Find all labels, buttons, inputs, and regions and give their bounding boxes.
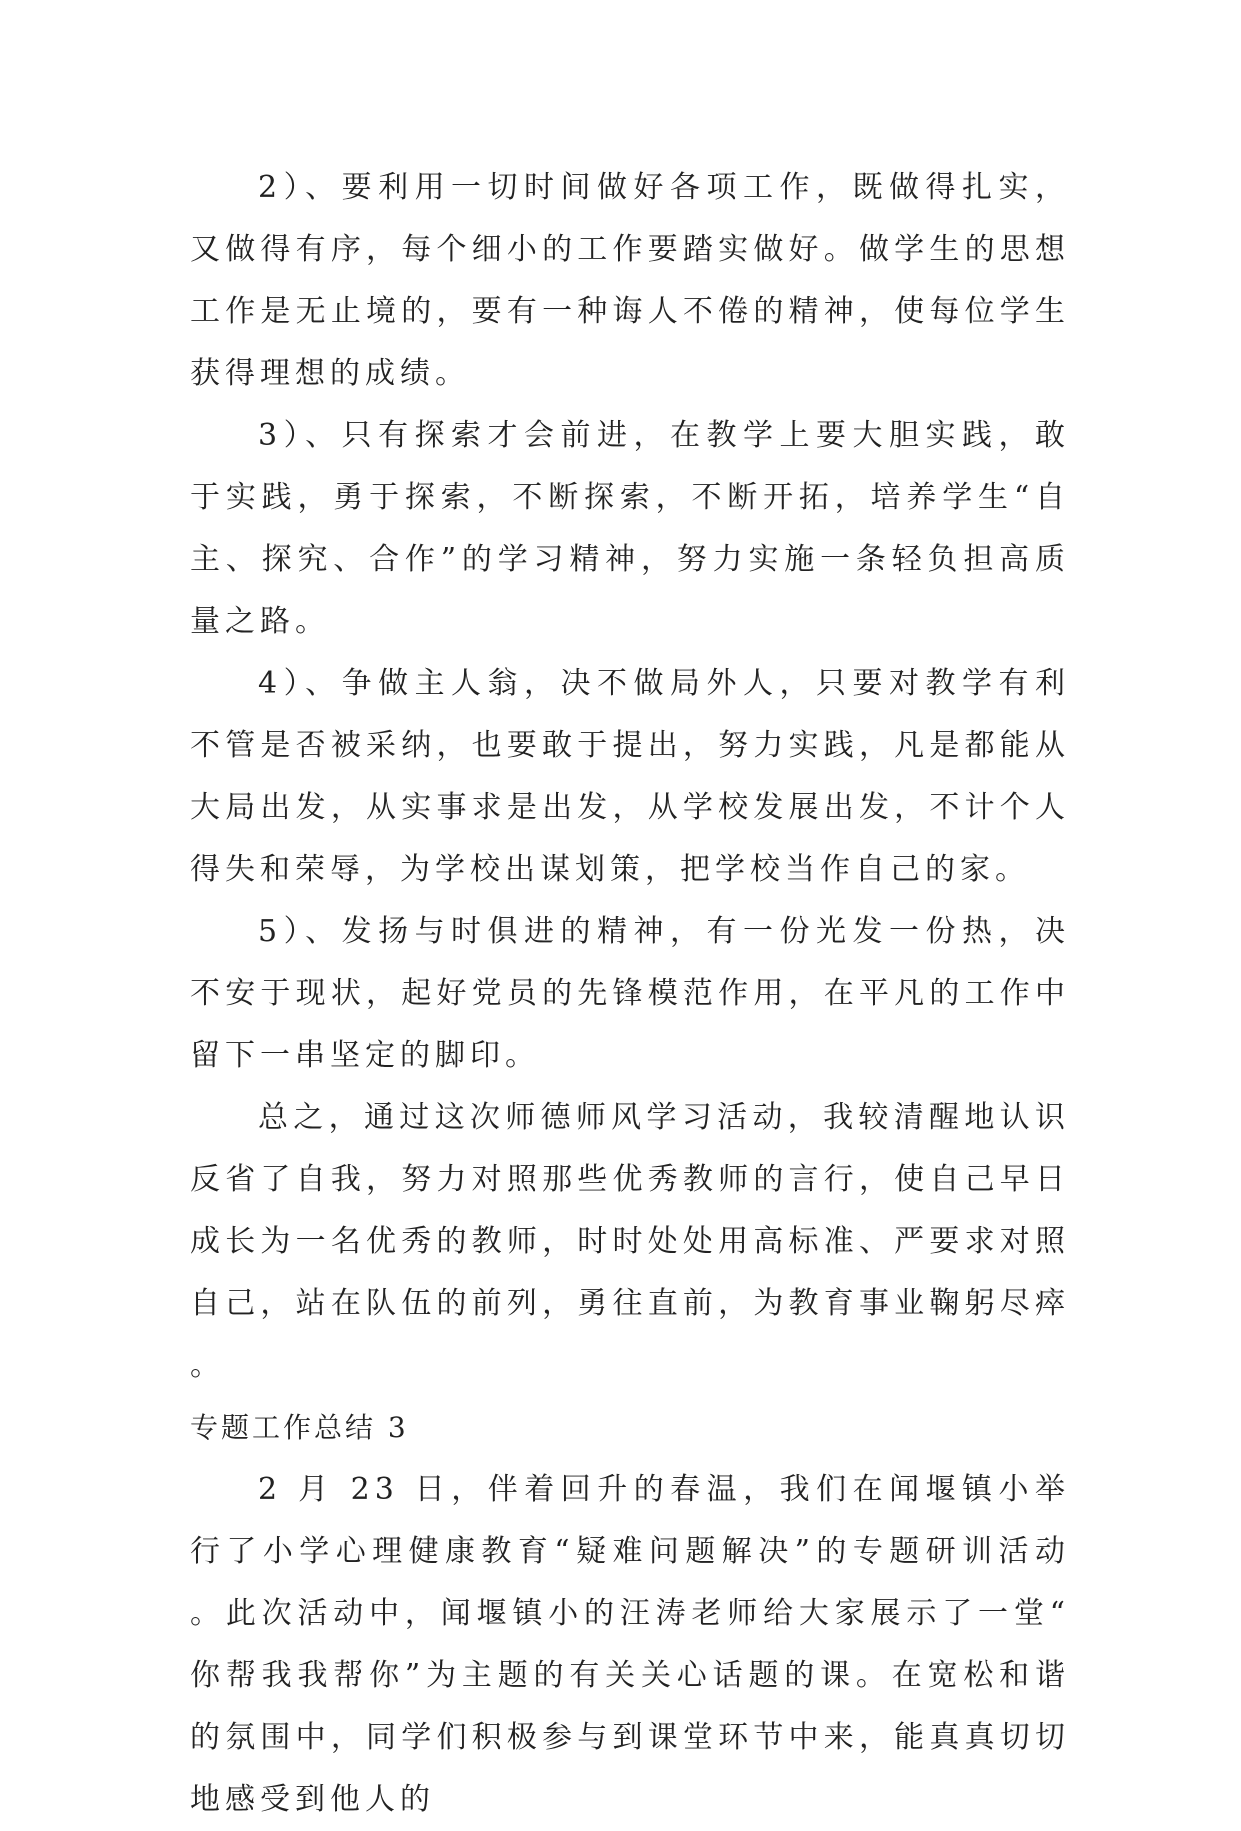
paragraph-item-4: 4）、争做主人翁，决不做局外人，只要对教学有利不管是否被采纳，也要敢于提出，努力实践，凡是都能从大局出发，从实事求是出发，从学校发展出发，不计个人得失和荣辱，为学校出谋划策，把学校当作自己的家。 <box>190 666 1070 887</box>
paragraph-summary: 总之，通过这次师德师风学习活动，我较清醒地认识反省了自我，努力对照那些优秀教师的言行，使自己早日成长为一名优秀的教师，时时处处用高标准、严要求对照自己，站在队伍的前列，勇往直前，为教育事业鞠躬尽瘁。 <box>190 1100 1070 1383</box>
section-heading: 专题工作总结 3 <box>190 1411 409 1444</box>
paragraph-item-5: 5）、发扬与时俱进的精神，有一份光发一份热，决不安于现状，起好党员的先锋模范作用，在平凡的工作中留下一串坚定的脚印。 <box>190 914 1070 1073</box>
paragraph-item-3: 3）、只有探索才会前进，在教学上要大胆实践，敢于实践，勇于探索，不断探索，不断开拓，培养学生“自主、探究、合作”的学习精神，努力实施一条轻负担高质量之路。 <box>190 418 1070 639</box>
paragraph-activity-report: 2 月 23 日，伴着回升的春温，我们在闻堰镇小举行了小学心理健康教育“疑难问题解决”的专题研训活动。此次活动中，闻堰镇小的汪涛老师给大家展示了一堂“你帮我我帮你”为主题的有关关心话题的课。在宽松和谐的氛围中，同学们积极参与到课堂环节中来，能真真切切地感受到他人的 <box>190 1472 1070 1817</box>
paragraph-item-2: 2）、要利用一切时间做好各项工作，既做得扎实，又做得有序，每个细小的工作要踏实做好。做学生的思想工作是无止境的，要有一种诲人不倦的精神，使每位学生获得理想的成绩。 <box>190 170 1070 391</box>
document-body <box>190 157 1070 1831</box>
